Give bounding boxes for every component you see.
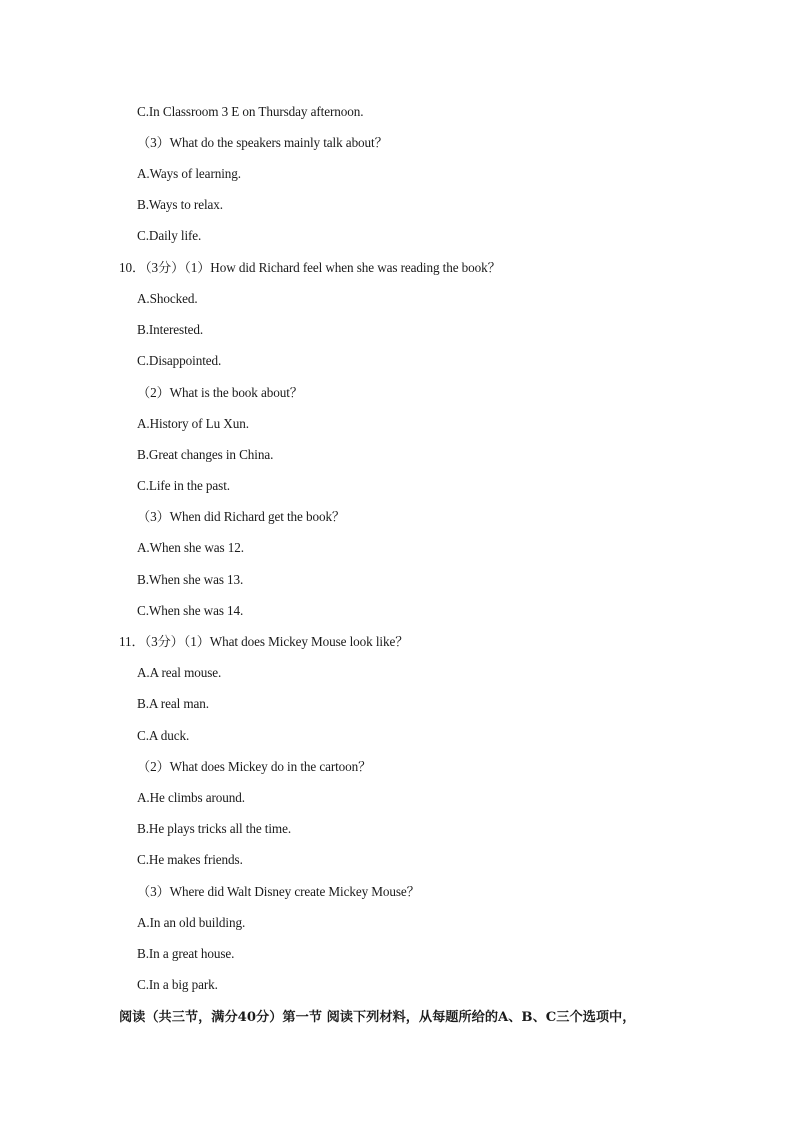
q11-sub3-option-b: B.In a great house. — [137, 946, 235, 961]
reading-section-heading: 阅读（共三节，满分40分）第一节 阅读下列材料，从每题所给的A、B、C三个选项中， — [119, 1010, 636, 1025]
q9-subquestion-3: （3）What do the speakers mainly talk about？ — [137, 135, 388, 150]
q10-subquestion-2: （2）What is the book about？ — [137, 385, 303, 400]
q11-subquestion-2: （2）What does Mickey do in the cartoon？ — [137, 759, 372, 774]
q11-sub2-option-c: C.He makes friends. — [137, 852, 243, 867]
q11-sub3-option-a: A.In an old building. — [137, 915, 246, 930]
q11-sub1-option-c: C.A duck. — [137, 728, 190, 743]
q9-sub3-option-b: B.Ways to relax. — [137, 197, 223, 212]
q11-sub3-option-c: C.In a big park. — [137, 977, 218, 992]
q10-subquestion-3: （3）When did Richard get the book？ — [137, 509, 346, 524]
q11-sub1-option-b: B.A real man. — [137, 696, 209, 711]
q11-subquestion-3: （3）Where did Walt Disney create Mickey Mouse？ — [137, 884, 420, 899]
q10-sub3-option-c: C.When she was 14. — [137, 603, 244, 618]
q10-sub3-option-a: A.When she was 12. — [137, 540, 244, 555]
q10-sub1-option-a: A.Shocked. — [137, 291, 198, 306]
q10-sub2-option-c: C.Life in the past. — [137, 478, 230, 493]
q11-sub2-option-a: A.He climbs around. — [137, 790, 245, 805]
q10-sub2-option-a: A.History of Lu Xun. — [137, 416, 249, 431]
q10-header: 10．（3分）（1）How did Richard feel when she was reading the book？ — [119, 260, 501, 275]
q11-header: 11．（3分）（1）What does Mickey Mouse look like？ — [119, 634, 409, 649]
q11-sub1-option-a: A.A real mouse. — [137, 665, 222, 680]
q11-sub2-option-b: B.He plays tricks all the time. — [137, 821, 292, 836]
q9-sub3-option-a: A.Ways of learning. — [137, 166, 241, 181]
q10-sub3-option-b: B.When she was 13. — [137, 572, 244, 587]
q10-sub1-option-b: B.Interested. — [137, 322, 204, 337]
q9-sub3-option-c: C.Daily life. — [137, 228, 202, 243]
q9-option-c: C.In Classroom 3 E on Thursday afternoon. — [137, 104, 364, 119]
q10-sub2-option-b: B.Great changes in China. — [137, 447, 274, 462]
q10-sub1-option-c: C.Disappointed. — [137, 353, 222, 368]
